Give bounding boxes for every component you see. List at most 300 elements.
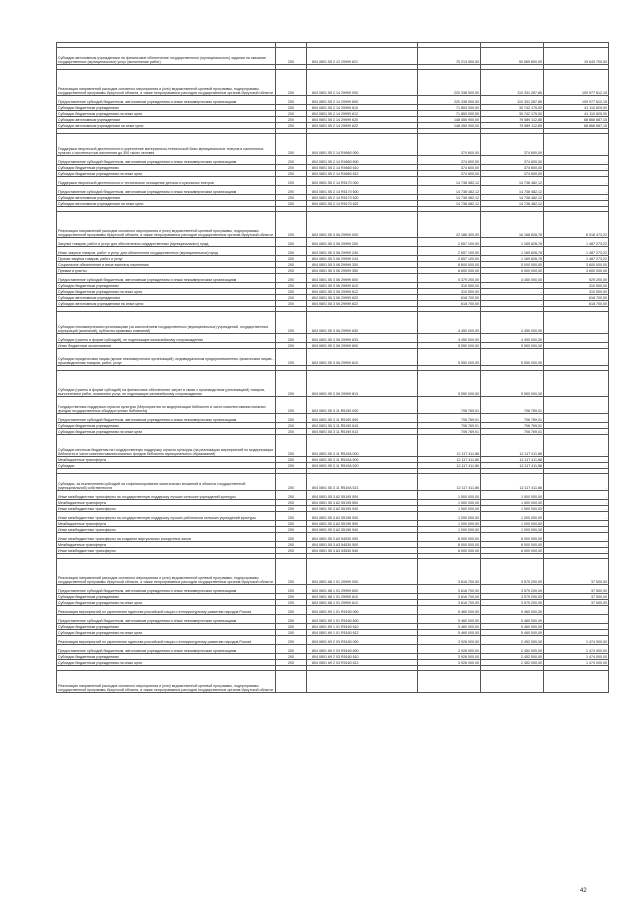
row-value-2: 5 460 000,00 xyxy=(481,615,544,624)
row-value-1: 220 338 900,00 xyxy=(418,70,481,96)
row-code: 804 0801 55 2 14 29999 610 xyxy=(307,105,418,111)
row-name: Предоставление субсидий бюджетным, автономным учреждениям и иным некоммерческим организациям xyxy=(57,645,276,654)
row-column-2: 200 xyxy=(276,96,307,105)
row-value-3: - xyxy=(544,606,609,615)
row-column-2: 200 xyxy=(276,559,307,585)
row-name: Субсидии бюджетным учреждениям xyxy=(57,283,276,289)
row-value-1: 14 738 482,12 xyxy=(418,177,481,186)
row-code: 804 0801 55 3 11 R519A 500 xyxy=(307,457,418,463)
row-code: 804 0801 55 3 06 29999 610 xyxy=(307,283,418,289)
budget-table-body xyxy=(57,43,609,693)
row-value-2: - xyxy=(481,295,544,301)
row-name: Закупка товаров, работ и услуг для обеспечения государственных (муниципальных) нужд xyxy=(57,238,276,247)
row-code: 804 0801 55 3 A2 55195 500 xyxy=(307,500,418,506)
row-value-1: 618 700,00 xyxy=(418,295,481,301)
row-value-3: - xyxy=(544,457,609,463)
row-value-1: 4 450 000,00 xyxy=(418,334,481,343)
row-column-2: 200 xyxy=(276,521,307,527)
table-row xyxy=(57,177,609,186)
row-code: 804 0801 55 2 14 29999 622 xyxy=(307,123,418,129)
row-value-2: 1 000 000,00 xyxy=(481,521,544,527)
row-value-3: 929 200,00 xyxy=(544,274,609,283)
row-value-3: - xyxy=(544,414,609,423)
row-column-2: 200 xyxy=(276,636,307,645)
row-value-2: 1 169 826,78 xyxy=(481,238,544,247)
row-code: 804 0801 55 2 14 R5170 600 xyxy=(307,186,418,195)
row-value-2: 3 579 200,00 xyxy=(481,559,544,585)
row-value-1: 706 769,01 xyxy=(418,429,481,435)
row-value-3: - xyxy=(544,474,609,491)
row-column-2: 200 xyxy=(276,349,307,366)
row-value-3: - xyxy=(544,512,609,521)
row-column-2: 200 xyxy=(276,594,307,600)
row-code: 804 0801 55 3 11 R519A 000 xyxy=(307,435,418,457)
row-code: 804 0801 69 1 01 R5160 612 xyxy=(307,630,418,636)
row-code: 804 0801 55 3 06 29999 612 xyxy=(307,289,418,295)
row-value-1: 374 600,00 xyxy=(418,171,481,177)
row-code: 804 0801 55 3 06 29999 300 xyxy=(307,262,418,268)
row-value-1: 2 657 100,00 xyxy=(418,247,481,256)
row-name: Иные межбюджетные трансферты xyxy=(57,527,276,533)
row-code: 804 0801 55 3 11 R519A 521 xyxy=(307,474,418,491)
row-column-2: 200 xyxy=(276,111,307,117)
row-column-2: 200 xyxy=(276,301,307,307)
row-code: 804 0801 55 2 14 29999 600 xyxy=(307,96,418,105)
row-value-2: 14 738 482,12 xyxy=(481,186,544,195)
row-value-3: 68 866 687,15 xyxy=(544,123,609,129)
row-name: Субсидии (гранты в форме субсидий) на финансовое обеспечение затрат в связи с производством (реализацией) товаров, выполнением работ, оказанием услуг, не подлежащие казначейскому сопровождению xyxy=(57,371,276,397)
row-column-2: 200 xyxy=(276,630,307,636)
row-code: 804 0801 55 3 06 29999 633 xyxy=(307,334,418,343)
row-code: 804 0801 55 3 11 R5190 610 xyxy=(307,423,418,429)
table-row xyxy=(57,474,609,491)
row-name: Субсидии бюджетным учреждениям xyxy=(57,165,276,171)
row-value-3: - xyxy=(544,527,609,533)
row-value-2: 2 452 000,00 xyxy=(481,636,544,645)
row-code: 804 0801 55 2 14 R5170 620 xyxy=(307,195,418,201)
row-code: 804 0801 55 3 11 R5190 000 xyxy=(307,397,418,414)
row-name: Государственная поддержка отрасли культуры (Мероприятия по модернизации библиотек в части комплектования книжных фондов государственных общедоступных библиотек) xyxy=(57,397,276,414)
row-value-3: - xyxy=(544,312,609,334)
row-column-2: 200 xyxy=(276,506,307,512)
row-code: 804 0801 55 3 A2 55195 000 xyxy=(307,491,418,500)
row-value-1: 5 550 000,00 xyxy=(418,349,481,366)
table-row xyxy=(57,512,609,521)
row-value-2: 30 742 175,00 xyxy=(481,111,544,117)
row-value-3: - xyxy=(544,624,609,630)
row-value-2: - xyxy=(481,289,544,295)
row-value-2: 706 769,01 xyxy=(481,429,544,435)
table-row xyxy=(57,171,609,177)
row-value-3: - xyxy=(544,186,609,195)
row-name: Межбюджетные трансферты xyxy=(57,521,276,527)
row-name: Предоставление субсидий бюджетным, автономным учреждениям и иным некоммерческим организациям xyxy=(57,585,276,594)
row-value-2: 1 500 000,00 xyxy=(481,491,544,500)
row-value-1: 618 700,00 xyxy=(418,301,481,307)
row-value-3: - xyxy=(544,615,609,624)
row-value-3: 1 474 000,00 xyxy=(544,654,609,660)
row-column-2: 200 xyxy=(276,585,307,594)
row-code: 804 0801 55 2 14 R5170 622 xyxy=(307,201,418,207)
row-value-3: - xyxy=(544,171,609,177)
row-value-3: 6 018 473,22 xyxy=(544,212,609,238)
row-value-3: 1 487 273,22 xyxy=(544,238,609,247)
row-code: 804 0801 55 3 06 29999 620 xyxy=(307,295,418,301)
row-value-2: - xyxy=(481,301,544,307)
row-value-2: 3 579 200,00 xyxy=(481,585,544,594)
row-value-3: - xyxy=(544,506,609,512)
row-column-2: 200 xyxy=(276,624,307,630)
row-value-3: 41 110 825,00 xyxy=(544,111,609,117)
row-column-2: 200 xyxy=(276,423,307,429)
row-value-3: 109 977 612,15 xyxy=(544,96,609,105)
row-column-2: 200 xyxy=(276,134,307,156)
row-name: Реализация направлений расходов основного мероприятия и (или) ведомственной целевой программы, подпрограммы государственной программы Иркутской области, а также непрограммных расходов государственных органов Иркутской области xyxy=(57,70,276,96)
row-value-1: 14 738 482,12 xyxy=(418,195,481,201)
row-column-2: 200 xyxy=(276,295,307,301)
row-value-1: 3 926 000,00 xyxy=(418,645,481,654)
row-column-2: 200 xyxy=(276,371,307,397)
row-value-2: 5 550 000,00 xyxy=(481,371,544,397)
row-value-2: 706 769,01 xyxy=(481,397,544,414)
row-value-1: 5 460 000,00 xyxy=(418,624,481,630)
row-name: Субсидии автономным учреждениям на финансовое обеспечение государственного (муниципального) задания на оказание государственных (муниципальных) услуг (выполнение работ) xyxy=(57,48,276,65)
row-name: Прочая закупка товаров, работ и услуг xyxy=(57,256,276,262)
table-row xyxy=(57,70,609,96)
row-value-1: 706 769,01 xyxy=(418,397,481,414)
row-value-3: 37 500,00 xyxy=(544,559,609,585)
row-name: Субсидии автономным учреждениям на иные цели xyxy=(57,301,276,307)
row-value-3: - xyxy=(544,521,609,527)
budget-table xyxy=(56,42,609,693)
table-row xyxy=(57,212,609,238)
row-value-2: 3 579 200,00 xyxy=(481,594,544,600)
row-value-3: 310 500,00 xyxy=(544,283,609,289)
row-column-2: 200 xyxy=(276,654,307,660)
row-column-2: 200 xyxy=(276,105,307,111)
row-value-2: 110 331 287,85 xyxy=(481,70,544,96)
row-name: Субсидии автономным учреждениям на иные цели xyxy=(57,201,276,207)
table-row xyxy=(57,636,609,645)
table-row xyxy=(57,414,609,423)
row-value-1: 5 460 000,00 xyxy=(418,615,481,624)
table-row xyxy=(57,156,609,165)
row-name: Иные бюджетные ассигнования xyxy=(57,343,276,349)
row-value-2: 79 589 112,85 xyxy=(481,117,544,123)
row-name: Субсидии, за исключением субсидий на софинансирование капитальных вложений в объекты государственной (муниципальной) собственности xyxy=(57,474,276,491)
row-code: 804 0801 68 1 01 29999 600 xyxy=(307,585,418,594)
row-value-3: - xyxy=(544,349,609,366)
row-name: Предоставление субсидий бюджетным, автономным учреждениям и иным некоммерческим организациям xyxy=(57,156,276,165)
row-value-3: 1 474 000,00 xyxy=(544,645,609,654)
row-code: 804 0801 55 2 12 29999 621 xyxy=(307,48,418,65)
row-value-3: - xyxy=(544,630,609,636)
row-value-1: 5 379 200,00 xyxy=(418,274,481,283)
row-value-2: 12 117 411,86 xyxy=(481,435,544,457)
row-code: 804 0801 68 1 01 29999 000 xyxy=(307,559,418,585)
row-code: 804 0801 68 1 01 29999 610 xyxy=(307,594,418,600)
row-value-2 xyxy=(481,671,544,693)
row-value-1: 1 500 000,00 xyxy=(418,491,481,500)
row-name: Социальное обеспечение и иные выплаты населению xyxy=(57,262,276,268)
page-number: 42 xyxy=(580,888,587,894)
row-column-2: 200 xyxy=(276,600,307,606)
row-value-1: 3 616 700,00 xyxy=(418,594,481,600)
row-value-2: 374 600,00 xyxy=(481,156,544,165)
row-value-1: 5 550 000,00 xyxy=(418,343,481,349)
row-name: Поддержка творческой деятельности и техническое оснащение детских и кукольных театров xyxy=(57,177,276,186)
row-code: 804 0801 55 3 06 29999 800 xyxy=(307,343,418,349)
row-column-2: 200 xyxy=(276,238,307,247)
table-row xyxy=(57,585,609,594)
row-code: 804 0801 55 3 06 29999 000 xyxy=(307,212,418,238)
row-column-2: 200 xyxy=(276,463,307,469)
row-name: Субсидии автономным учреждениям xyxy=(57,295,276,301)
row-name: Субсидии бюджетным учреждениям на иные цели xyxy=(57,600,276,606)
row-value-2: 374 600,00 xyxy=(481,134,544,156)
row-code: 804 0801 55 2 14 R5170 000 xyxy=(307,177,418,186)
row-value-2: 50 569 800,00 xyxy=(481,48,544,65)
row-column-2: 200 xyxy=(276,289,307,295)
row-value-1: 71 853 000,00 xyxy=(418,111,481,117)
row-value-3: 618 700,00 xyxy=(544,301,609,307)
row-column-2: 200 xyxy=(276,435,307,457)
row-code: 804 0801 55 2 14 R4660 612 xyxy=(307,171,418,177)
row-name: Субсидии автономным учреждениям на иные цели xyxy=(57,123,276,129)
row-value-3: 41 110 825,00 xyxy=(544,105,609,111)
row-value-2: 5 000 000,00 xyxy=(481,262,544,268)
row-name: Субсидии бюджетным учреждениям xyxy=(57,624,276,630)
row-name: Реализация мероприятий по укреплению единства российской нации и этнокультурному развитию народов России xyxy=(57,606,276,615)
table-row xyxy=(57,671,609,693)
row-value-3: - xyxy=(544,423,609,429)
row-column-2: 200 xyxy=(276,201,307,207)
row-name: Субсидии бюджетным учреждениям на иные цели xyxy=(57,289,276,295)
row-name: Предоставление субсидий бюджетным, автономным учреждениям и иным некоммерческим организациям xyxy=(57,414,276,423)
row-value-1: 14 738 482,12 xyxy=(418,201,481,207)
row-value-2: 6 000 000,00 xyxy=(481,533,544,542)
row-code: 804 0801 69 2 03 R5160 610 xyxy=(307,654,418,660)
row-code: 804 0801 55 3 06 29999 813 xyxy=(307,371,418,397)
row-value-3: 3 600 000,00 xyxy=(544,262,609,268)
row-value-3: - xyxy=(544,429,609,435)
row-value-1: 2 657 100,00 xyxy=(418,256,481,262)
row-value-2: 6 000 000,00 xyxy=(481,542,544,548)
row-column-2: 200 xyxy=(276,660,307,666)
row-column-2: 200 xyxy=(276,171,307,177)
row-value-2: 2 452 000,00 xyxy=(481,645,544,654)
table-row xyxy=(57,262,609,268)
row-name: Субсидии местным бюджетам на государственную поддержку отрасли культуры (на реализацию мероприятий по модернизации библиотек в части комплектования книжных фондов библиотек муниципальных образований) xyxy=(57,435,276,457)
row-code: 804 0801 55 3 A3 54530 000 xyxy=(307,533,418,542)
row-column-2: 200 xyxy=(276,527,307,533)
row-value-2: 5 460 000,00 xyxy=(481,624,544,630)
row-code: 804 0801 55 3 A2 55196 540 xyxy=(307,527,418,533)
row-value-2: 16 168 826,78 xyxy=(481,212,544,238)
row-value-2: 2 452 000,00 xyxy=(481,660,544,666)
table-row xyxy=(57,615,609,624)
row-value-1: 310 500,00 xyxy=(418,283,481,289)
row-value-2: 1 169 826,78 xyxy=(481,256,544,262)
row-value-1: 6 000 000,00 xyxy=(418,548,481,554)
row-value-1: 8 600 000,00 xyxy=(418,268,481,274)
row-value-3: - xyxy=(544,334,609,343)
row-code: 804 0801 55 2 14 R4660 600 xyxy=(307,156,418,165)
row-value-1: 12 117 411,86 xyxy=(418,457,481,463)
row-value-1: 5 460 000,00 xyxy=(418,630,481,636)
row-value-2: 14 738 482,12 xyxy=(481,195,544,201)
row-code: 804 0801 55 2 14 R4660 610 xyxy=(307,165,418,171)
row-code: 804 0801 55 3 A2 55196 000 xyxy=(307,512,418,521)
row-name: Субсидии xyxy=(57,463,276,469)
row-value-1: 3 616 700,00 xyxy=(418,600,481,606)
table-row xyxy=(57,606,609,615)
row-value-2: 6 000 000,00 xyxy=(481,548,544,554)
row-value-2: 2 452 000,00 xyxy=(481,654,544,660)
row-value-2: 4 450 000,00 xyxy=(481,274,544,283)
row-value-2: - xyxy=(481,283,544,289)
table-row xyxy=(57,559,609,585)
row-column-2: 200 xyxy=(276,256,307,262)
table-row xyxy=(57,533,609,542)
row-value-3: - xyxy=(544,165,609,171)
row-value-3: - xyxy=(544,371,609,397)
row-column-2: 200 xyxy=(276,186,307,195)
row-column-2: 200 xyxy=(276,512,307,521)
row-value-1: 71 853 000,00 xyxy=(418,105,481,111)
row-column-2: 200 xyxy=(276,195,307,201)
row-value-3: 1 474 000,00 xyxy=(544,660,609,666)
row-value-2: 706 769,01 xyxy=(481,423,544,429)
row-column-2: 200 xyxy=(276,343,307,349)
row-code: 804 0801 55 3 06 29999 622 xyxy=(307,301,418,307)
row-column-2: 200 xyxy=(276,457,307,463)
row-value-3: - xyxy=(544,500,609,506)
row-value-1: 1 500 000,00 xyxy=(418,506,481,512)
row-name: Иные межбюджетные трансферты на создание виртуальных концертных залов xyxy=(57,533,276,542)
row-column-2: 200 xyxy=(276,397,307,414)
row-value-3: 1 474 000,00 xyxy=(544,636,609,645)
row-value-1: 14 738 482,12 xyxy=(418,186,481,195)
row-code: 804 0801 55 3 06 29999 244 xyxy=(307,256,418,262)
row-value-2: 706 769,01 xyxy=(481,414,544,423)
row-value-1: 148 455 900,00 xyxy=(418,123,481,129)
table-row xyxy=(57,349,609,366)
row-value-2: 5 550 000,00 xyxy=(481,349,544,366)
row-value-2: 374 600,00 xyxy=(481,171,544,177)
row-value-3: - xyxy=(544,397,609,414)
table-row xyxy=(57,238,609,247)
row-value-1: 5 460 000,00 xyxy=(418,606,481,615)
row-value-3: - xyxy=(544,343,609,349)
row-value-1: 4 450 000,00 xyxy=(418,312,481,334)
row-name: Субсидии бюджетным учреждениям на иные цели xyxy=(57,111,276,117)
row-value-1: 374 600,00 xyxy=(418,156,481,165)
row-column-2: 200 xyxy=(276,283,307,289)
row-value-1: 310 500,00 xyxy=(418,289,481,295)
row-code: 804 0801 55 3 06 29999 810 xyxy=(307,349,418,366)
row-column-2: 200 xyxy=(276,548,307,554)
row-name: Предоставление субсидий бюджетным, автономным учреждениям и иным некоммерческим организациям xyxy=(57,186,276,195)
row-code: 804 0801 55 3 11 R5190 612 xyxy=(307,429,418,435)
row-name: Межбюджетные трансферты xyxy=(57,500,276,506)
row-code: 804 0801 55 3 06 29999 240 xyxy=(307,247,418,256)
row-value-2: 12 117 411,86 xyxy=(481,457,544,463)
row-code: 804 0801 55 2 14 29999 612 xyxy=(307,111,418,117)
row-name: Субсидии бюджетным учреждениям xyxy=(57,594,276,600)
row-name: Иные межбюджетные трансферты xyxy=(57,506,276,512)
row-value-3: 37 500,00 xyxy=(544,600,609,606)
row-name: Поддержка творческой деятельности и укрепление материально-технической базы муниципальных театров в населенных пунктах с численностью населения до 300 тысяч человек xyxy=(57,134,276,156)
row-column-2: 200 xyxy=(276,247,307,256)
row-value-1: 2 657 100,00 xyxy=(418,238,481,247)
row-name: Субсидии бюджетным учреждениям xyxy=(57,105,276,111)
row-value-1: 22 186 300,00 xyxy=(418,212,481,238)
row-value-3: - xyxy=(544,542,609,548)
row-name: Предоставление субсидий бюджетным, автономным учреждениям и иным некоммерческим организациям xyxy=(57,615,276,624)
row-value-3: 1 487 273,22 xyxy=(544,247,609,256)
row-column-2: 200 xyxy=(276,533,307,542)
row-value-2: 1 000 000,00 xyxy=(481,527,544,533)
row-value-1: 3 926 000,00 xyxy=(418,660,481,666)
row-column-2: 200 xyxy=(276,334,307,343)
table-row xyxy=(57,371,609,397)
row-value-1: 8 600 000,00 xyxy=(418,262,481,268)
table-row xyxy=(57,274,609,283)
row-value-2: 1 500 000,00 xyxy=(481,506,544,512)
row-name: Иные закупки товаров, работ и услуг для обеспечения государственных (муниципальных) нужд xyxy=(57,247,276,256)
table-row xyxy=(57,435,609,457)
row-value-2: 3 579 200,00 xyxy=(481,600,544,606)
row-code: 804 0801 68 1 01 29999 612 xyxy=(307,600,418,606)
row-column-2: 200 xyxy=(276,212,307,238)
row-value-1: 5 550 000,00 xyxy=(418,371,481,397)
row-value-1: 1 500 000,00 xyxy=(418,500,481,506)
row-code: 804 0801 69 2 03 R5160 612 xyxy=(307,660,418,666)
row-column-2: 200 xyxy=(276,414,307,423)
row-name: Субсидии некоммерческим организациям (за исключением государственных (муниципальных) учреждений, государственных корпораций (компаний), публично-правовых компаний) xyxy=(57,312,276,334)
row-name: Субсидии автономным учреждениям xyxy=(57,195,276,201)
row-value-2: 12 117 411,86 xyxy=(481,463,544,469)
row-value-1 xyxy=(418,671,481,693)
row-value-3: 68 866 687,15 xyxy=(544,117,609,123)
row-code: 804 0801 55 2 14 29999 000 xyxy=(307,70,418,96)
table-row xyxy=(57,600,609,606)
row-column-2: 200 xyxy=(276,156,307,165)
table-row xyxy=(57,96,609,105)
row-value-1: 3 616 700,00 xyxy=(418,559,481,585)
row-value-1: 1 000 000,00 xyxy=(418,521,481,527)
row-code: 804 0801 69 1 01 R5160 000 xyxy=(307,606,418,615)
row-column-2: 200 xyxy=(276,312,307,334)
row-value-3: - xyxy=(544,491,609,500)
table-row xyxy=(57,491,609,500)
row-name: Субсидии бюджетным учреждениям на иные цели xyxy=(57,171,276,177)
row-value-1: 706 769,01 xyxy=(418,414,481,423)
table-row xyxy=(57,186,609,195)
row-name: Межбюджетные трансферты xyxy=(57,457,276,463)
row-value-3: - xyxy=(544,548,609,554)
row-value-2: 14 738 482,12 xyxy=(481,177,544,186)
row-value-2: 12 117 411,86 xyxy=(481,474,544,491)
row-column-2: 200 xyxy=(276,429,307,435)
row-value-3: - xyxy=(544,201,609,207)
row-value-2: 14 738 482,12 xyxy=(481,201,544,207)
row-value-2: 5 000 000,00 xyxy=(481,268,544,274)
table-row xyxy=(57,247,609,256)
row-name: Предоставление субсидий бюджетным, автономным учреждениям и иным некоммерческим организациям xyxy=(57,274,276,283)
row-value-1: 12 117 411,86 xyxy=(418,463,481,469)
